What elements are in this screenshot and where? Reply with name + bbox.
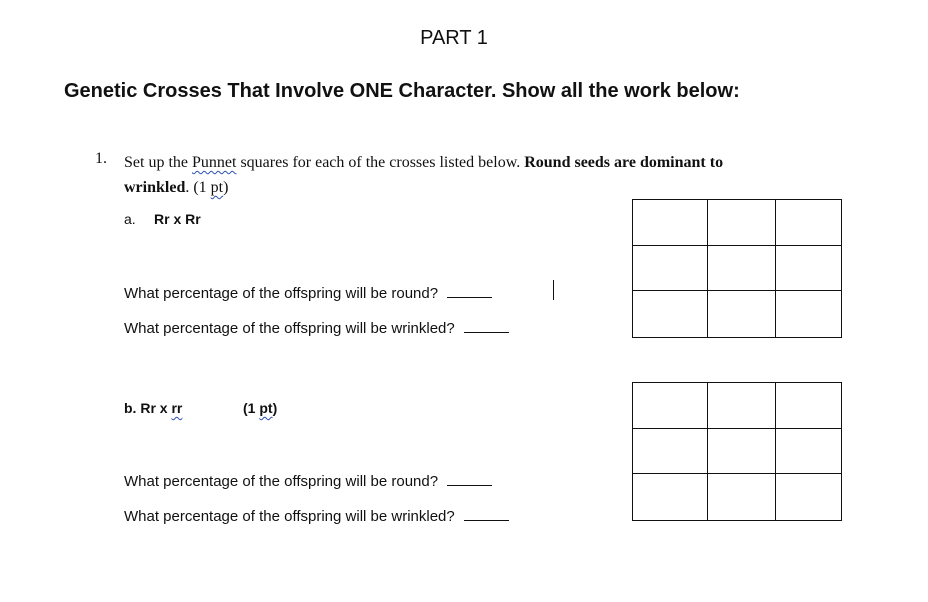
part-title: PART 1 bbox=[420, 27, 488, 49]
punnett-a-cell[interactable] bbox=[776, 246, 841, 292]
punnett-b-cell[interactable] bbox=[708, 429, 776, 475]
punnett-b-cell[interactable] bbox=[776, 429, 841, 475]
part-b-cross-prefix: b. Rr x bbox=[124, 400, 172, 416]
punnett-a-cell[interactable] bbox=[708, 200, 776, 246]
punnett-b-cell[interactable] bbox=[708, 474, 776, 520]
punnett-b-cell[interactable] bbox=[633, 383, 708, 429]
part-b-cross bbox=[124, 400, 182, 416]
part-b-wrinkled-blank[interactable] bbox=[464, 506, 509, 521]
q1-text-middle: squares for each of the crosses listed below. bbox=[236, 154, 525, 171]
punnett-square-a[interactable] bbox=[632, 199, 842, 338]
punnett-a-cell[interactable] bbox=[708, 246, 776, 292]
part-b-pt: pt bbox=[259, 400, 273, 416]
punnett-a-cell[interactable] bbox=[633, 291, 708, 337]
punnett-b-cell[interactable] bbox=[776, 474, 841, 520]
part-a-wrinkled-text: What percentage of the offspring will be wrinkled? bbox=[124, 320, 459, 337]
punnett-b-cell[interactable] bbox=[633, 429, 708, 475]
punnett-b-cell[interactable] bbox=[708, 383, 776, 429]
part-b-wrinkled-text: What percentage of the offspring will be wrinkled? bbox=[124, 508, 459, 525]
text-cursor bbox=[553, 280, 554, 300]
punnett-a-cell[interactable] bbox=[633, 246, 708, 292]
part-b-round-question bbox=[124, 471, 492, 490]
q1-bold-2: wrinkled bbox=[124, 179, 186, 196]
part-b-points-open: (1 bbox=[243, 400, 260, 416]
part-a-wrinkled-blank[interactable] bbox=[464, 318, 509, 333]
part-a-cross: Rr x Rr bbox=[154, 211, 201, 227]
punnett-a-cell[interactable] bbox=[633, 200, 708, 246]
part-b-round-text: What percentage of the offspring will be round? bbox=[124, 473, 443, 490]
q1-bold-1: Round seeds are dominant to bbox=[524, 154, 724, 171]
part-a-round-text: What percentage of the offspring will be round? bbox=[124, 285, 443, 302]
q1-pt-word: pt bbox=[210, 179, 224, 196]
part-a-label: a. bbox=[124, 211, 136, 227]
question-1-number: 1. bbox=[95, 150, 107, 167]
question-1-text bbox=[124, 150, 824, 200]
q1-text-before: Set up the bbox=[124, 154, 192, 171]
part-b-rr: rr bbox=[171, 400, 183, 416]
q1-punnet-word: Punnet bbox=[192, 154, 237, 171]
q1-close: ) bbox=[223, 179, 229, 196]
q1-text-after: . (1 bbox=[185, 179, 211, 196]
part-b-round-blank[interactable] bbox=[447, 471, 492, 486]
punnett-a-cell[interactable] bbox=[776, 200, 841, 246]
part-b-points-close: ) bbox=[272, 400, 278, 416]
punnett-a-cell[interactable] bbox=[776, 291, 841, 337]
punnett-b-cell[interactable] bbox=[776, 383, 841, 429]
part-a-wrinkled-question bbox=[124, 318, 509, 337]
part-a-round-question bbox=[124, 283, 492, 302]
punnett-b-cell[interactable] bbox=[633, 474, 708, 520]
punnett-square-b[interactable] bbox=[632, 382, 842, 521]
section-heading: Genetic Crosses That Involve ONE Character. Show all the work below: bbox=[64, 80, 740, 102]
part-b-wrinkled-question bbox=[124, 506, 509, 525]
part-a-round-blank[interactable] bbox=[447, 283, 492, 298]
part-b-points bbox=[243, 400, 277, 416]
punnett-a-cell[interactable] bbox=[708, 291, 776, 337]
